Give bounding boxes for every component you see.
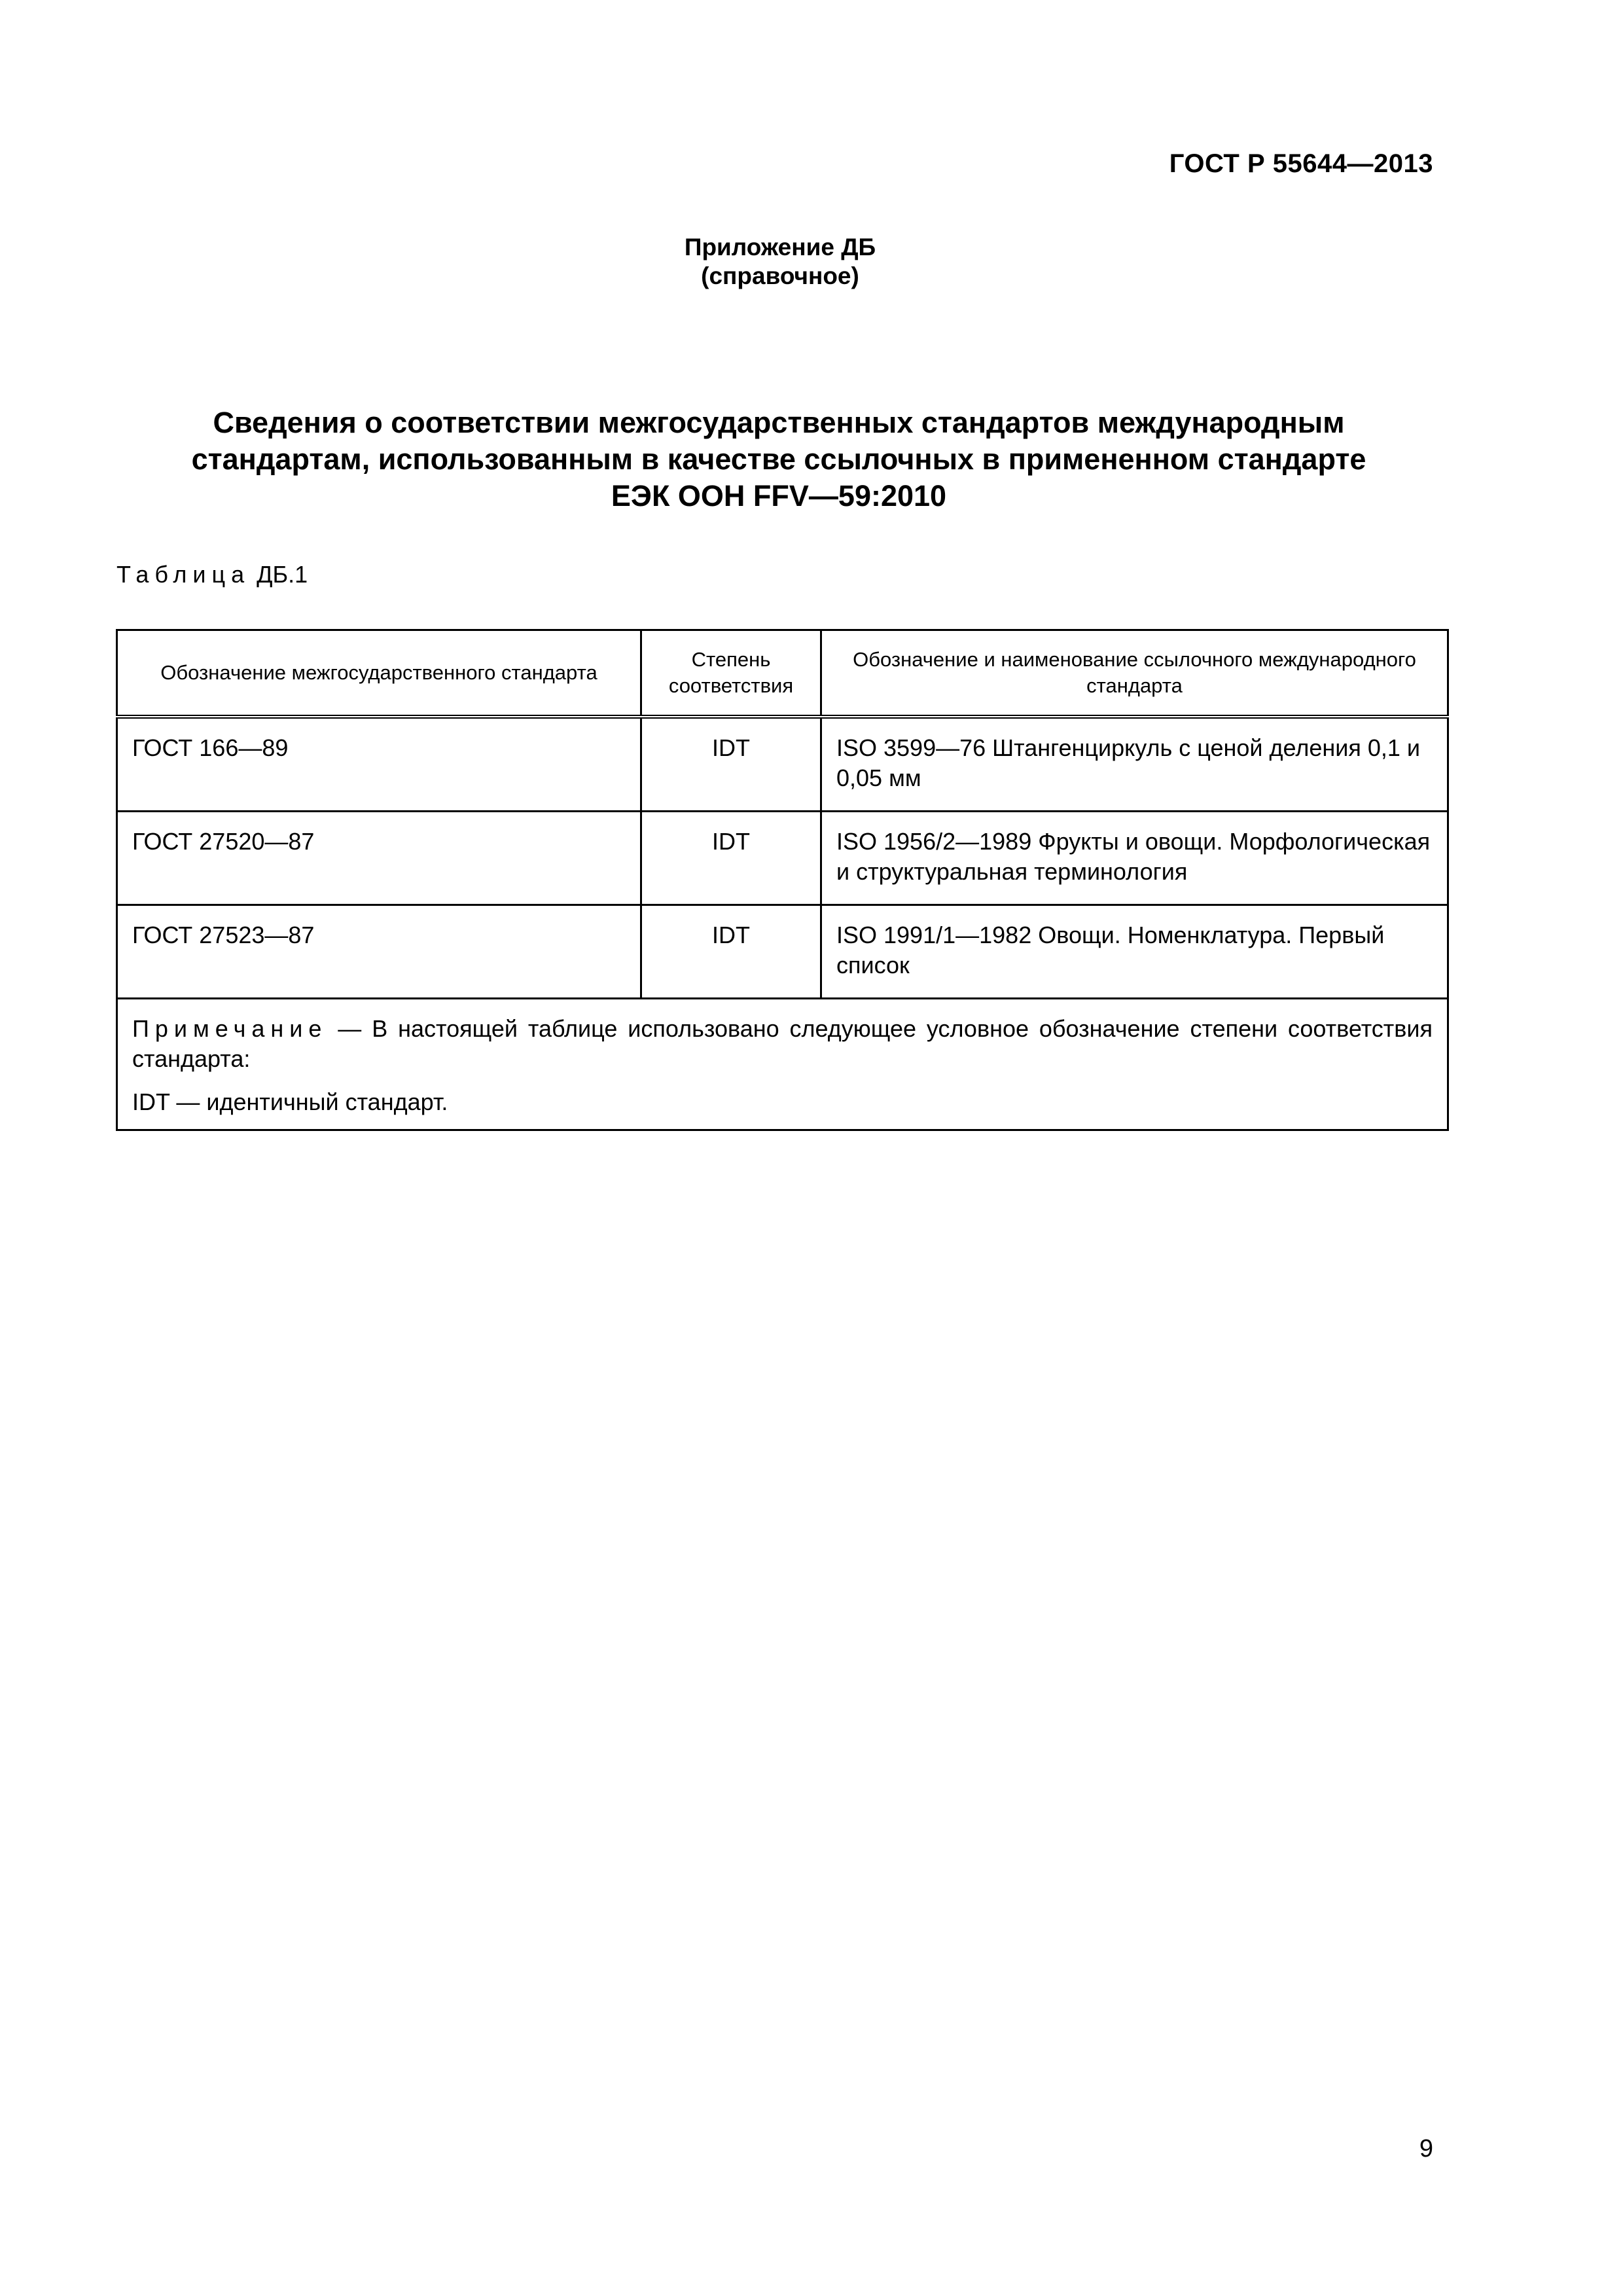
table-row — [117, 717, 1448, 812]
section-title — [164, 404, 1394, 514]
cell-standard: ГОСТ 166—89 — [117, 717, 641, 812]
cell-standard: ГОСТ 27520—87 — [117, 812, 641, 905]
table-caption-word: Таблица — [116, 561, 251, 588]
note-label: Примечание — [132, 1015, 328, 1042]
cell-reference: ISO 3599—76 Штангенциркуль с ценой деления 0,1 и 0,05 мм — [821, 717, 1448, 812]
cell-standard: ГОСТ 27523—87 — [117, 905, 641, 999]
appendix-subtitle: (справочное) — [701, 262, 859, 289]
document-code: ГОСТ Р 55644—2013 — [1169, 149, 1433, 178]
cell-degree: IDT — [641, 812, 821, 905]
note-text — [132, 1014, 1433, 1074]
section-title-line-3: ЕЭК ООН FFV—59:2010 — [611, 479, 947, 512]
table-caption — [116, 561, 308, 588]
cell-reference: ISO 1956/2—1989 Фрукты и овощи. Морфологическая и структуральная терминология — [821, 812, 1448, 905]
section-title-line-2: стандартам, использованным в качестве ссылочных в примененном стандарте — [191, 442, 1366, 476]
column-header-degree: Степень соответствия — [641, 630, 821, 717]
table-header-row — [117, 630, 1448, 717]
appendix-heading — [0, 233, 1560, 291]
page-number: 9 — [1419, 2135, 1433, 2162]
cell-degree: IDT — [641, 905, 821, 999]
table-note-row — [117, 999, 1448, 1130]
cell-degree: IDT — [641, 717, 821, 812]
section-title-line-1: Сведения о соответствии межгосударственных стандартов международным — [213, 406, 1345, 439]
cell-reference: ISO 1991/1—1982 Овощи. Номенклатура. Первый список — [821, 905, 1448, 999]
note-body: — В настоящей таблице использовано следующее условное обозначение степени соответствия стандарта: — [132, 1015, 1433, 1072]
table-row — [117, 905, 1448, 999]
note-legend: IDT — идентичный стандарт. — [132, 1088, 448, 1115]
column-header-standard: Обозначение межгосударственного стандарта — [117, 630, 641, 717]
table-row — [117, 812, 1448, 905]
table-note — [117, 999, 1448, 1130]
column-header-reference: Обозначение и наименование ссылочного международного стандарта — [821, 630, 1448, 717]
table-caption-number: ДБ.1 — [257, 561, 308, 588]
standards-table — [116, 629, 1449, 1131]
appendix-title: Приложение ДБ — [684, 234, 876, 260]
